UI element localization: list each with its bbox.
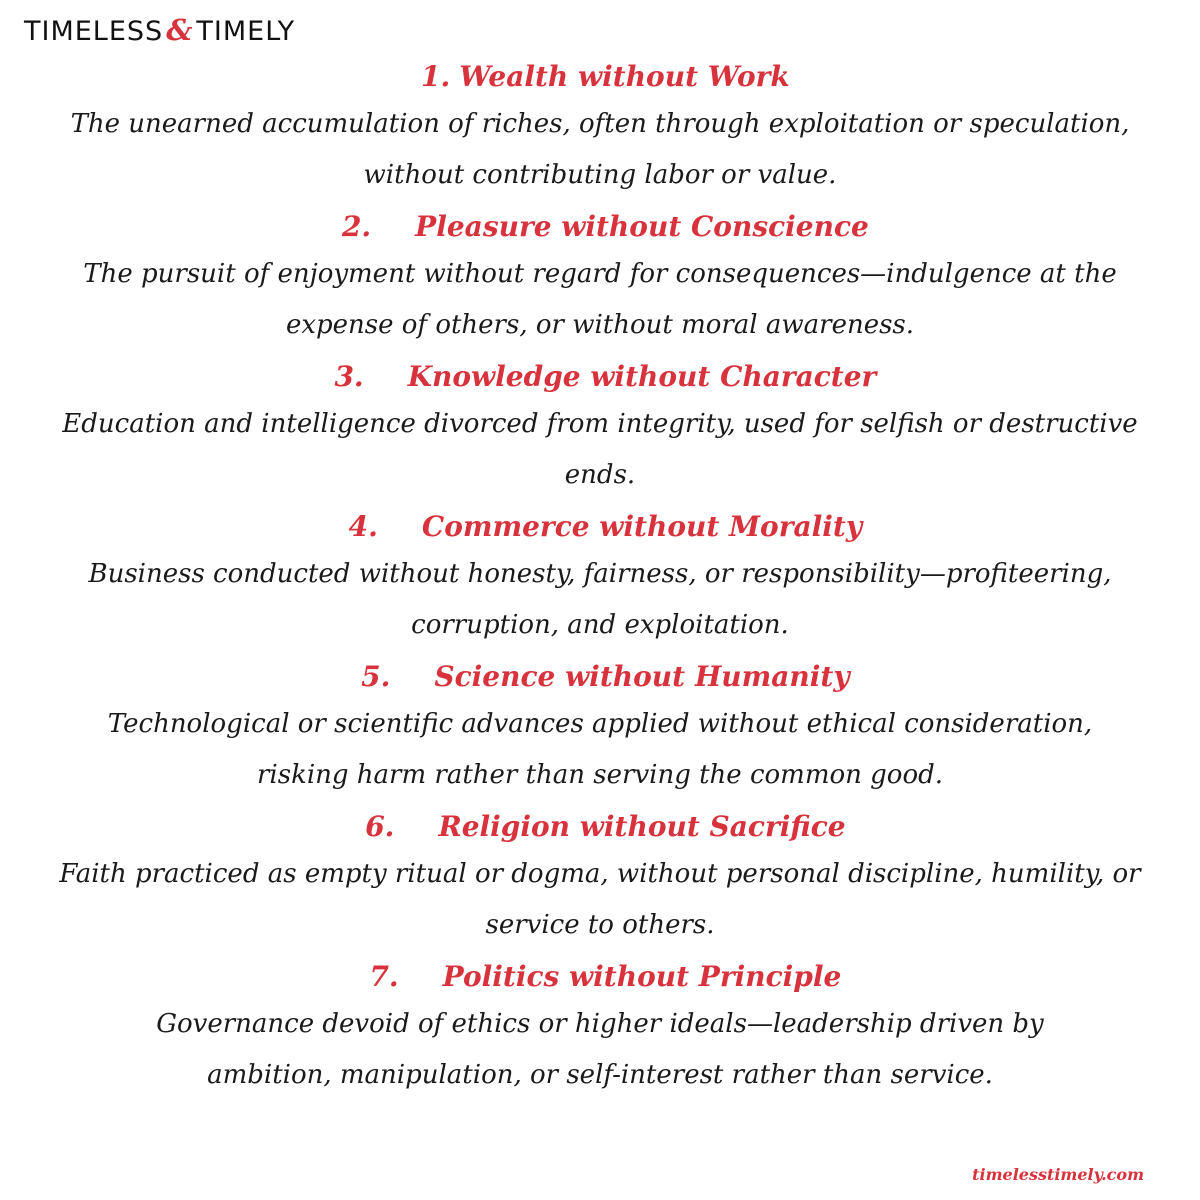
item-title xyxy=(40,805,1160,849)
item-description: Business conducted without honesty, fairness, or responsibility—profiteering, corruption, and exploitation. xyxy=(88,559,1112,640)
item-title-text: Wealth without Work xyxy=(459,60,790,93)
footer-url: timelesstimely.com xyxy=(972,1165,1144,1184)
item-title-text: Commerce without Morality xyxy=(421,510,863,543)
list-item xyxy=(40,655,1160,801)
list-item xyxy=(40,55,1160,201)
item-title-text: Knowledge without Character xyxy=(407,360,877,393)
item-title xyxy=(40,505,1160,549)
item-title xyxy=(40,55,1160,99)
item-number: 2. xyxy=(341,210,372,243)
item-title-text: Science without Humanity xyxy=(434,660,850,693)
item-title xyxy=(40,205,1160,249)
item-description: Technological or scientific advances applied without ethical consideration, risking harm rather than serving the common good. xyxy=(107,709,1093,790)
item-title-text: Religion without Sacrifice xyxy=(438,810,846,843)
item-number: 5. xyxy=(361,660,391,693)
list-item xyxy=(40,355,1160,501)
item-number: 1. xyxy=(421,60,451,93)
item-title-text: Politics without Principle xyxy=(442,960,842,993)
list-item xyxy=(40,205,1160,351)
brand-logo-right: TIMELY xyxy=(196,16,296,47)
brand-logo-ampersand: & xyxy=(166,13,194,47)
item-description: Governance devoid of ethics or higher ideals—leadership driven by ambition, manipulation, or self-interest rather than service. xyxy=(156,1009,1044,1090)
list-item xyxy=(40,955,1160,1101)
item-number: 3. xyxy=(334,360,364,393)
item-number: 7. xyxy=(369,960,399,993)
item-number: 6. xyxy=(365,810,395,843)
item-description: The unearned accumulation of riches, often through exploitation or speculation, without contributing labor or value. xyxy=(70,109,1130,190)
brand-logo-left: TIMELESS xyxy=(24,16,164,47)
list-item xyxy=(40,805,1160,951)
principles-list xyxy=(40,55,1160,1101)
item-description: The pursuit of enjoyment without regard for consequences—indulgence at the expense of others, or without moral awareness. xyxy=(83,259,1117,340)
item-title xyxy=(40,655,1160,699)
list-item xyxy=(40,505,1160,651)
item-title xyxy=(40,355,1160,399)
item-title xyxy=(40,955,1160,999)
item-number: 4. xyxy=(348,510,378,543)
item-description: Education and intelligence divorced from integrity, used for selfish or destructive ends. xyxy=(62,409,1138,490)
brand-logo xyxy=(24,12,295,50)
item-description: Faith practiced as empty ritual or dogma, without personal discipline, humility, or service to others. xyxy=(59,859,1141,940)
item-title-text: Pleasure without Conscience xyxy=(415,210,869,243)
